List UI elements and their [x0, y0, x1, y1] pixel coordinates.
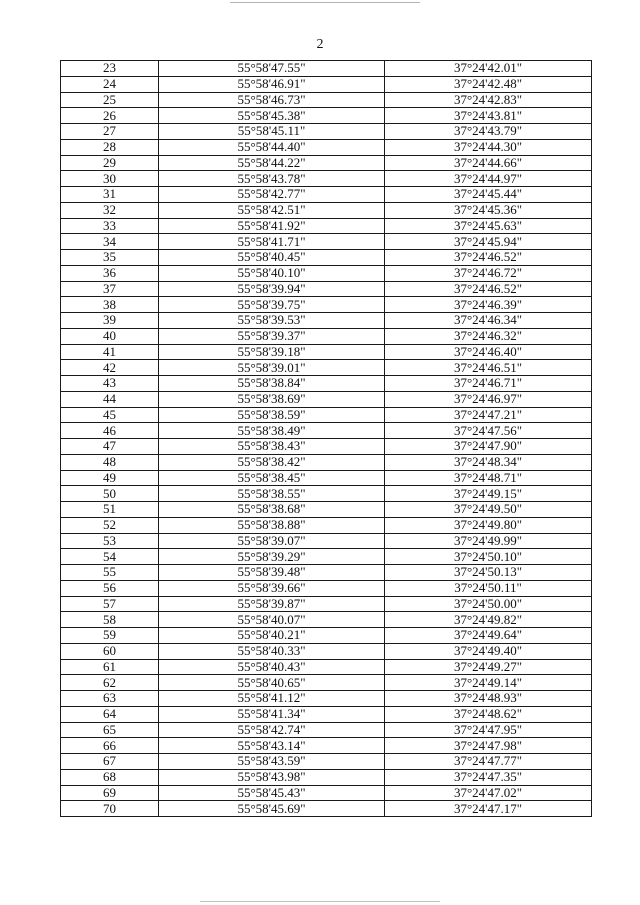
latitude-cell: 55°58'40.65": [159, 675, 385, 691]
point-number-cell: 58: [61, 612, 159, 628]
table-row: [61, 628, 592, 644]
longitude-cell: 37°24'47.77": [385, 754, 592, 770]
latitude-cell: 55°58'41.92": [159, 218, 385, 234]
longitude-cell: 37°24'49.14": [385, 675, 592, 691]
longitude-cell: 37°24'48.62": [385, 706, 592, 722]
longitude-cell: 37°24'47.17": [385, 801, 592, 817]
point-number-cell: 62: [61, 675, 159, 691]
point-number-cell: 52: [61, 517, 159, 533]
table-row: [61, 643, 592, 659]
latitude-cell: 55°58'38.84": [159, 376, 385, 392]
table-row: [61, 738, 592, 754]
table-row: [61, 344, 592, 360]
longitude-cell: 37°24'46.32": [385, 328, 592, 344]
table-row: [61, 108, 592, 124]
latitude-cell: 55°58'42.51": [159, 202, 385, 218]
point-number-cell: 65: [61, 722, 159, 738]
latitude-cell: 55°58'40.45": [159, 250, 385, 266]
table-row: [61, 769, 592, 785]
table-row: [61, 124, 592, 140]
table-row: [61, 533, 592, 549]
point-number-cell: 53: [61, 533, 159, 549]
longitude-cell: 37°24'43.79": [385, 124, 592, 140]
point-number-cell: 70: [61, 801, 159, 817]
table-row: [61, 187, 592, 203]
point-number-cell: 28: [61, 139, 159, 155]
latitude-cell: 55°58'45.43": [159, 785, 385, 801]
table-row: [61, 155, 592, 171]
longitude-cell: 37°24'46.71": [385, 376, 592, 392]
longitude-cell: 37°24'47.35": [385, 769, 592, 785]
longitude-cell: 37°24'44.66": [385, 155, 592, 171]
longitude-cell: 37°24'49.27": [385, 659, 592, 675]
latitude-cell: 55°58'39.87": [159, 596, 385, 612]
latitude-cell: 55°58'46.73": [159, 92, 385, 108]
table-row: [61, 502, 592, 518]
longitude-cell: 37°24'48.34": [385, 454, 592, 470]
latitude-cell: 55°58'41.12": [159, 691, 385, 707]
longitude-cell: 37°24'49.40": [385, 643, 592, 659]
table-row: [61, 265, 592, 281]
point-number-cell: 43: [61, 376, 159, 392]
longitude-cell: 37°24'44.97": [385, 171, 592, 187]
longitude-cell: 37°24'47.56": [385, 423, 592, 439]
longitude-cell: 37°24'48.93": [385, 691, 592, 707]
table-row: [61, 376, 592, 392]
point-number-cell: 40: [61, 328, 159, 344]
table-row: [61, 659, 592, 675]
table-row: [61, 171, 592, 187]
table-row: [61, 61, 592, 77]
latitude-cell: 55°58'38.42": [159, 454, 385, 470]
latitude-cell: 55°58'38.88": [159, 517, 385, 533]
point-number-cell: 37: [61, 281, 159, 297]
table-row: [61, 706, 592, 722]
point-number-cell: 56: [61, 580, 159, 596]
scan-edge-line-bottom: [200, 901, 440, 902]
longitude-cell: 37°24'42.83": [385, 92, 592, 108]
latitude-cell: 55°58'39.75": [159, 297, 385, 313]
point-number-cell: 68: [61, 769, 159, 785]
table-row: [61, 297, 592, 313]
longitude-cell: 37°24'46.52": [385, 250, 592, 266]
latitude-cell: 55°58'39.07": [159, 533, 385, 549]
point-number-cell: 55: [61, 565, 159, 581]
latitude-cell: 55°58'38.69": [159, 391, 385, 407]
point-number-cell: 42: [61, 360, 159, 376]
latitude-cell: 55°58'40.07": [159, 612, 385, 628]
longitude-cell: 37°24'47.95": [385, 722, 592, 738]
point-number-cell: 46: [61, 423, 159, 439]
longitude-cell: 37°24'46.52": [385, 281, 592, 297]
latitude-cell: 55°58'40.10": [159, 265, 385, 281]
point-number-cell: 69: [61, 785, 159, 801]
table-row: [61, 139, 592, 155]
latitude-cell: 55°58'43.78": [159, 171, 385, 187]
table-row: [61, 612, 592, 628]
table-row: [61, 313, 592, 329]
longitude-cell: 37°24'47.02": [385, 785, 592, 801]
latitude-cell: 55°58'43.59": [159, 754, 385, 770]
latitude-cell: 55°58'45.38": [159, 108, 385, 124]
point-number-cell: 45: [61, 407, 159, 423]
latitude-cell: 55°58'47.55": [159, 61, 385, 77]
point-number-cell: 44: [61, 391, 159, 407]
longitude-cell: 37°24'44.30": [385, 139, 592, 155]
point-number-cell: 24: [61, 76, 159, 92]
longitude-cell: 37°24'46.97": [385, 391, 592, 407]
table-row: [61, 691, 592, 707]
table-row: [61, 360, 592, 376]
latitude-cell: 55°58'38.68": [159, 502, 385, 518]
table-row: [61, 439, 592, 455]
longitude-cell: 37°24'46.39": [385, 297, 592, 313]
latitude-cell: 55°58'40.33": [159, 643, 385, 659]
point-number-cell: 29: [61, 155, 159, 171]
point-number-cell: 34: [61, 234, 159, 250]
point-number-cell: 60: [61, 643, 159, 659]
point-number-cell: 26: [61, 108, 159, 124]
table-row: [61, 391, 592, 407]
latitude-cell: 55°58'45.69": [159, 801, 385, 817]
longitude-cell: 37°24'43.81": [385, 108, 592, 124]
longitude-cell: 37°24'50.10": [385, 549, 592, 565]
point-number-cell: 64: [61, 706, 159, 722]
point-number-cell: 54: [61, 549, 159, 565]
point-number-cell: 33: [61, 218, 159, 234]
point-number-cell: 38: [61, 297, 159, 313]
longitude-cell: 37°24'42.01": [385, 61, 592, 77]
latitude-cell: 55°58'40.43": [159, 659, 385, 675]
longitude-cell: 37°24'46.72": [385, 265, 592, 281]
point-number-cell: 36: [61, 265, 159, 281]
page-number: 2: [316, 37, 324, 52]
latitude-cell: 55°58'38.45": [159, 470, 385, 486]
latitude-cell: 55°58'43.14": [159, 738, 385, 754]
latitude-cell: 55°58'38.59": [159, 407, 385, 423]
latitude-cell: 55°58'44.40": [159, 139, 385, 155]
coordinates-table-body: [61, 61, 592, 817]
longitude-cell: 37°24'49.64": [385, 628, 592, 644]
table-row: [61, 234, 592, 250]
longitude-cell: 37°24'46.34": [385, 313, 592, 329]
longitude-cell: 37°24'46.40": [385, 344, 592, 360]
longitude-cell: 37°24'49.50": [385, 502, 592, 518]
latitude-cell: 55°58'39.18": [159, 344, 385, 360]
table-row: [61, 202, 592, 218]
point-number-cell: 51: [61, 502, 159, 518]
table-row: [61, 407, 592, 423]
latitude-cell: 55°58'40.21": [159, 628, 385, 644]
longitude-cell: 37°24'47.98": [385, 738, 592, 754]
table-row: [61, 328, 592, 344]
table-row: [61, 580, 592, 596]
table-row: [61, 675, 592, 691]
longitude-cell: 37°24'46.51": [385, 360, 592, 376]
scan-edge-line-top: [230, 2, 420, 3]
point-number-cell: 49: [61, 470, 159, 486]
latitude-cell: 55°58'43.98": [159, 769, 385, 785]
table-row: [61, 423, 592, 439]
table-row: [61, 470, 592, 486]
table-row: [61, 281, 592, 297]
latitude-cell: 55°58'39.94": [159, 281, 385, 297]
latitude-cell: 55°58'44.22": [159, 155, 385, 171]
longitude-cell: 37°24'50.11": [385, 580, 592, 596]
point-number-cell: 47: [61, 439, 159, 455]
latitude-cell: 55°58'38.43": [159, 439, 385, 455]
point-number-cell: 35: [61, 250, 159, 266]
point-number-cell: 27: [61, 124, 159, 140]
latitude-cell: 55°58'42.74": [159, 722, 385, 738]
latitude-cell: 55°58'39.01": [159, 360, 385, 376]
table-row: [61, 754, 592, 770]
table-row: [61, 596, 592, 612]
table-row: [61, 454, 592, 470]
longitude-cell: 37°24'45.94": [385, 234, 592, 250]
table-row: [61, 785, 592, 801]
point-number-cell: 32: [61, 202, 159, 218]
point-number-cell: 23: [61, 61, 159, 77]
point-number-cell: 66: [61, 738, 159, 754]
latitude-cell: 55°58'39.66": [159, 580, 385, 596]
longitude-cell: 37°24'47.21": [385, 407, 592, 423]
longitude-cell: 37°24'49.82": [385, 612, 592, 628]
latitude-cell: 55°58'39.53": [159, 313, 385, 329]
longitude-cell: 37°24'48.71": [385, 470, 592, 486]
point-number-cell: 63: [61, 691, 159, 707]
latitude-cell: 55°58'41.34": [159, 706, 385, 722]
table-row: [61, 549, 592, 565]
coordinates-table: [60, 60, 592, 817]
point-number-cell: 57: [61, 596, 159, 612]
longitude-cell: 37°24'50.00": [385, 596, 592, 612]
latitude-cell: 55°58'42.77": [159, 187, 385, 203]
longitude-cell: 37°24'47.90": [385, 439, 592, 455]
table-row: [61, 250, 592, 266]
longitude-cell: 37°24'49.15": [385, 486, 592, 502]
point-number-cell: 31: [61, 187, 159, 203]
point-number-cell: 30: [61, 171, 159, 187]
point-number-cell: 59: [61, 628, 159, 644]
longitude-cell: 37°24'45.63": [385, 218, 592, 234]
latitude-cell: 55°58'46.91": [159, 76, 385, 92]
latitude-cell: 55°58'39.37": [159, 328, 385, 344]
latitude-cell: 55°58'39.48": [159, 565, 385, 581]
longitude-cell: 37°24'49.80": [385, 517, 592, 533]
latitude-cell: 55°58'41.71": [159, 234, 385, 250]
point-number-cell: 50: [61, 486, 159, 502]
point-number-cell: 67: [61, 754, 159, 770]
table-row: [61, 722, 592, 738]
latitude-cell: 55°58'39.29": [159, 549, 385, 565]
table-row: [61, 517, 592, 533]
table-row: [61, 76, 592, 92]
table-row: [61, 218, 592, 234]
longitude-cell: 37°24'45.36": [385, 202, 592, 218]
point-number-cell: 48: [61, 454, 159, 470]
point-number-cell: 41: [61, 344, 159, 360]
table-row: [61, 801, 592, 817]
point-number-cell: 25: [61, 92, 159, 108]
longitude-cell: 37°24'50.13": [385, 565, 592, 581]
latitude-cell: 55°58'45.11": [159, 124, 385, 140]
longitude-cell: 37°24'49.99": [385, 533, 592, 549]
point-number-cell: 39: [61, 313, 159, 329]
longitude-cell: 37°24'45.44": [385, 187, 592, 203]
latitude-cell: 55°58'38.49": [159, 423, 385, 439]
point-number-cell: 61: [61, 659, 159, 675]
longitude-cell: 37°24'42.48": [385, 76, 592, 92]
table-row: [61, 565, 592, 581]
latitude-cell: 55°58'38.55": [159, 486, 385, 502]
table-row: [61, 486, 592, 502]
table-row: [61, 92, 592, 108]
